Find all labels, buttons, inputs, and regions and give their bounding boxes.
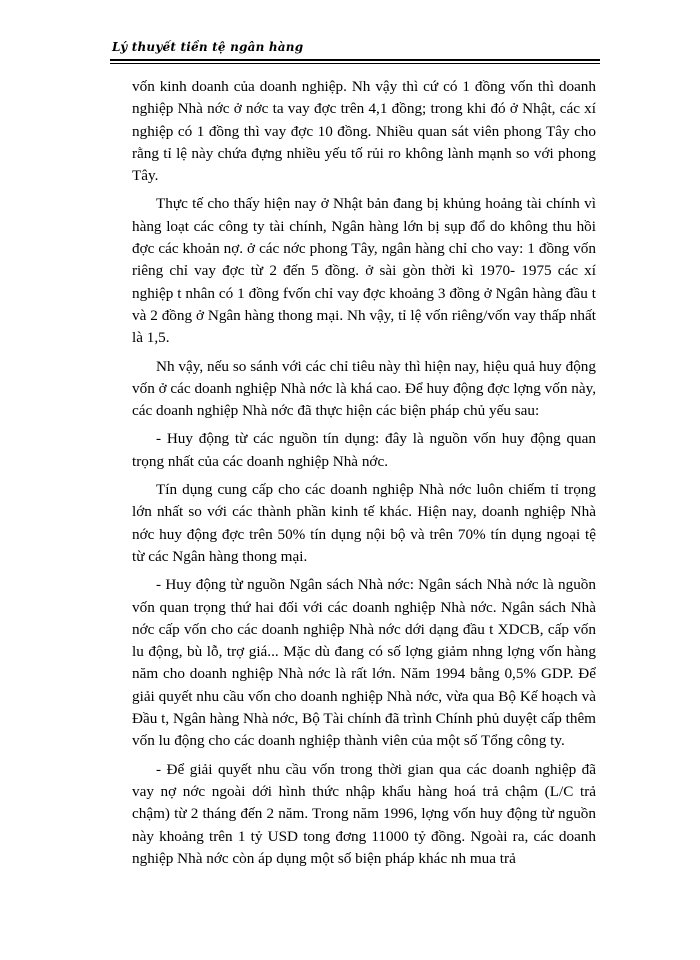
- paragraph: Thực tế cho thấy hiện nay ở Nhật bản đang bị khủng hoảng tài chính vì hàng loạt các công ty tài chính, Ngân hàng lớn bị sụp đổ do không thu hồi đợc các khoản nợ. ở các nớc phong Tây, ngân hàng chỉ cho vay: 1 đồng vốn riêng chỉ vay đợc từ 2 đến 5 đồng. ở sài gòn thời kì 1970- 1975 các xí nghiệp t nhân có 1 đồng fvốn chỉ vay đợc khoảng 3 đồng ở Ngân hàng đầu t và 2 đồng ở Ngân hàng thong mại. Nh vậy, tỉ lệ vốn riêng/vốn vay thấp nhất là 1,5.: [132, 195, 596, 347]
- paragraph: Tín dụng cung cấp cho các doanh nghiệp Nhà nớc luôn chiếm tỉ trọng lớn nhất so với các thành phần kinh tế khác. Hiện nay, doanh nghiệp Nhà nớc huy động đợc trên 50% tín dụng nội bộ và trên 70% tín dụng ngoại tệ từ các Ngân hàng thong mại.: [132, 481, 596, 565]
- running-header: Lý thuyết tiền tệ ngân hàng: [112, 40, 304, 54]
- paragraph: - Huy động từ các nguồn tín dụng: đây là nguồn vốn huy động quan trọng nhất của các doanh nghiệp Nhà nớc.: [132, 430, 596, 470]
- paragraph: - Huy động từ nguồn Ngân sách Nhà nớc: Ngân sách Nhà nớc là nguồn vốn quan trọng thứ hai đối với các doanh nghiệp Nhà nớc. Ngân sách Nhà nớc cấp vốn cho các doanh nghiệp Nhà nớc dới dạng đầu t XDCB, cấp vốn lu động, bù lỗ, trợ giá... Mặc dù đang có số lợng giảm nhng lợng vốn hàng năm cho doanh nghiệp Nhà nớc là rất lớn. Năm 1994 bằng 0,5% GDP. Để giải quyết nhu cầu vốn cho doanh nghiệp Nhà nớc, vừa qua Bộ Kế hoạch và Đầu t, Ngân hàng Nhà nớc, Bộ Tài chính đã trình Chính phủ duyệt cấp thêm vốn lu động cho các doanh nghiệp thành viên của một số Tổng công ty.: [132, 576, 596, 750]
- document-body: [132, 76, 596, 870]
- header-rule: [110, 59, 600, 61]
- paragraph: Nh vậy, nếu so sánh với các chỉ tiêu này thì hiện nay, hiệu quả huy động vốn ở các doanh nghiệp Nhà nớc là khá cao. Để huy động đợc lợng vốn này, các doanh nghiệp Nhà nớc đã thực hiện các biện pháp chủ yếu sau:: [132, 357, 596, 420]
- header-rule-thin: [110, 63, 600, 64]
- paragraph: vốn kinh doanh của doanh nghiệp. Nh vậy thì cứ có 1 đồng vốn thì doanh nghiệp Nhà nớc ở nớc ta vay đợc trên 4,1 đồng; trong khi đó ở Nhật, các xí nghiệp có 1 đồng thì vay đợc 10 đồng. Nhiều quan sát viên phong Tây cho rằng tỉ lệ này chứa đựng nhiều yếu tố rủi ro không lành mạnh so với phong Tây.: [132, 78, 596, 185]
- paragraph: - Để giải quyết nhu cầu vốn trong thời gian qua các doanh nghiệp đã vay nợ nớc ngoài dới hình thức nhập khẩu hàng hoá trả chậm (L/C trả chậm) từ 2 tháng đến 2 năm. Trong năm 1996, lợng vốn huy động từ nguồn này khoảng trên 1 tỷ USD tong đơng 11000 tỷ đồng. Ngoài ra, các doanh nghiệp Nhà nớc còn áp dụng một số biện pháp khác nh mua trả: [132, 760, 596, 867]
